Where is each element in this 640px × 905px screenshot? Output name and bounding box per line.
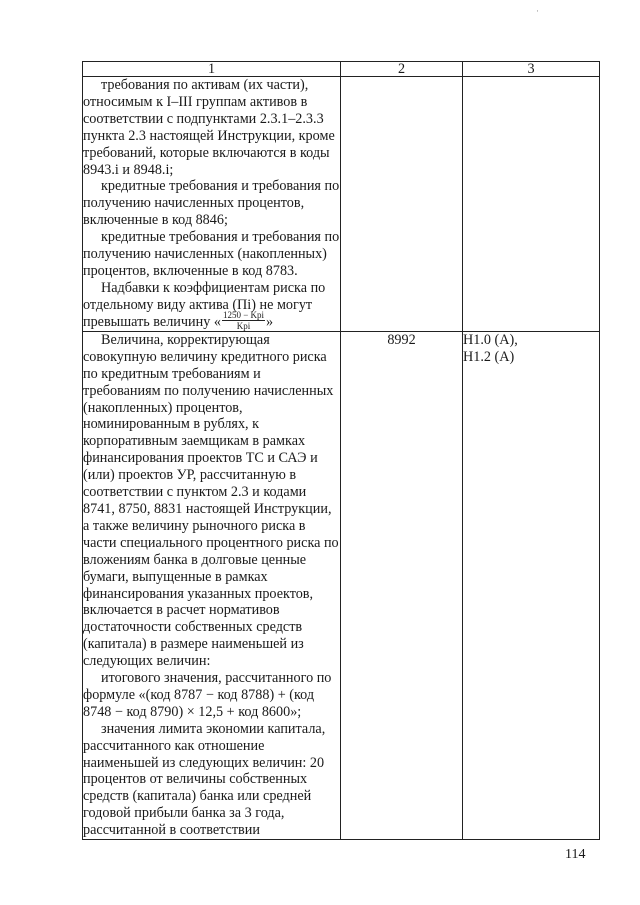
corner-mark: · [536,6,539,16]
header-col-2: 2 [341,62,463,77]
indicator-item: Н1.2 (А) [463,348,515,365]
row1-surcharge-paragraph [83,280,340,331]
row2-paragraph: Величина, корректирующая совокупную величину кредитного риска по кредитным требованиям и требованиям по получению начисленных (накопленных) процентов, номинированным в рублях, к корпоративным заемщикам в рамках финансирования проектов ТС и САЭ и (или) проектов УР, рассчитанную в соответствии с пунктом 2.3 и кодами 8741, 8750, 8831 настоящей Инструкции, а также величину рыночного риска в части специального процентного риска по вложениям банка в долговые ценные бумаги, выпущенные в рамках финансирования указанных проектов, включается в расчет нормативов достаточности собственных средств (капитала) в размере наименьшей из следующих величин: [83,331,339,670]
surcharge-closing-quote: » [266,313,274,330]
instruction-table [82,61,600,840]
row2-indicators [463,331,600,839]
row1-paragraph: кредитные требования и требования по получению начисленных (накопленных) процентов, включенные в код 8783. [83,229,340,279]
row1-paragraph: кредитные требования и требования по получению начисленных процентов, включенные в код 8846; [83,178,340,229]
table-row [83,77,600,332]
fraction-numerator: 1250 − Kpi [222,309,265,320]
row1-code [341,77,463,332]
row1-indicators [463,77,600,332]
kpi-fraction [222,310,265,331]
surcharge-text: Надбавки к коэффициентам риска по отдельному виду актива (Пi) не могут превышать величину « [83,279,326,330]
fraction-denominator: Kpi [236,320,251,331]
row2-paragraph: итогового значения, рассчитанного по формуле «(код 8787 − код 8788) + (код 8748 − код 8790) × 12,5 + код 8600»; [83,670,332,720]
row1-paragraph: требования по активам (их части), относимым к I–III группам активов в соответствии с подпунктами 2.3.1–2.3.3 пункта 2.3 настоящей Инструкции, кроме требований, которые включаются в коды 8943.i и 8948.i; [83,77,335,178]
header-col-3: 3 [463,62,600,77]
row2-paragraph: значения лимита экономии капитала, рассчитанного как отношение наименьшей из следующих величин: 20 процентов от величины собственных средств (капитала) банка или средней годовой прибыли банка за 3 года, рассчитанной в соответствии [83,720,326,839]
header-col-1: 1 [83,62,341,77]
header-row [83,62,600,77]
indicator-item: Н1.0 (А), [463,331,518,348]
page-number: 114 [565,847,586,862]
row2-description [83,331,341,839]
row1-description [83,77,341,332]
table-row [83,331,600,839]
row2-code: 8992 [341,331,463,839]
